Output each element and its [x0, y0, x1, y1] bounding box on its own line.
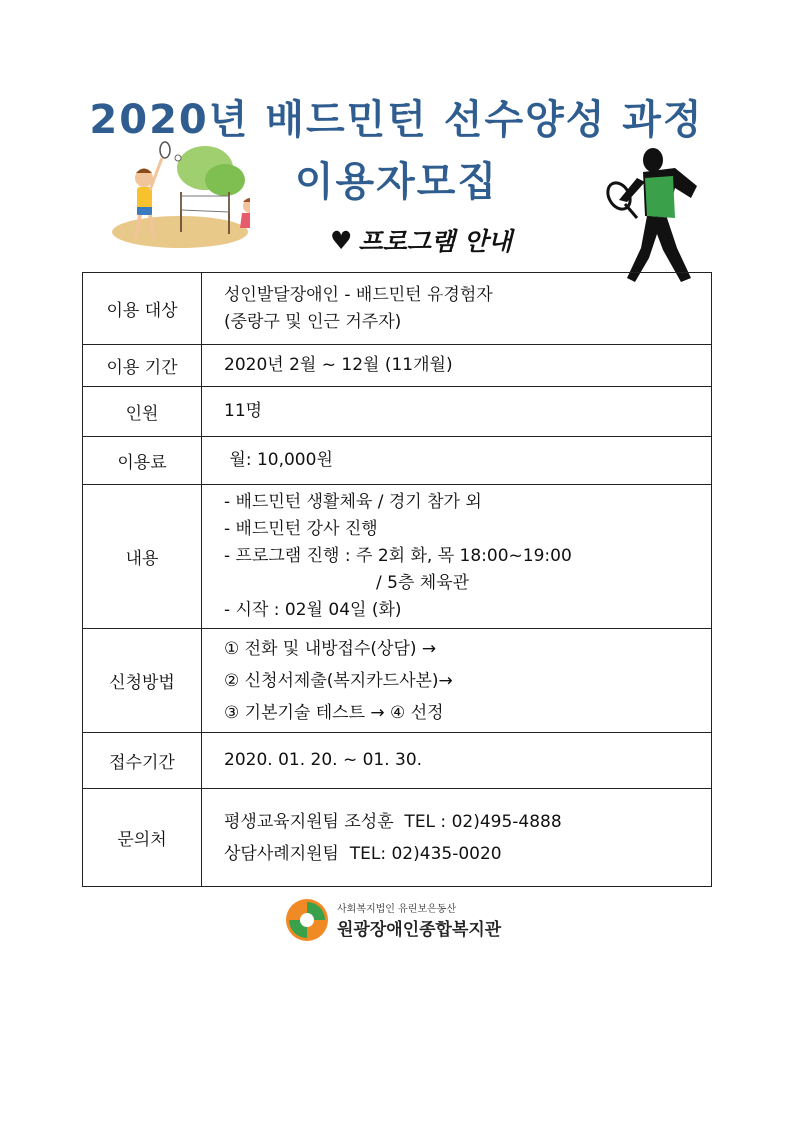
row-label: 접수기간 [83, 733, 202, 789]
org-parent-name: 사회복지법인 유린보은동산 [337, 904, 457, 915]
value-line: / 5층 체육관 [376, 573, 470, 593]
org-emblem-icon [285, 898, 329, 942]
program-guide-heading [330, 222, 512, 258]
row-value [202, 733, 712, 789]
row-label: 이용 기간 [83, 345, 202, 387]
value-line: ① 전화 및 내방접수(상담) → [224, 638, 437, 659]
value-line: 월: 10,000원 [224, 450, 333, 470]
value-line: - 시작 : 02월 04일 (화) [224, 600, 402, 620]
table-row [83, 629, 712, 733]
value-line: - 배드민턴 생활체육 / 경기 참가 외 [224, 492, 482, 512]
value-line: ③ 기본기술 테스트 → ④ 선정 [224, 702, 444, 723]
page-title: 2020년 배드민턴 선수양성 과정 [89, 97, 704, 143]
value-line: (중랑구 및 인근 거주자) [224, 311, 402, 332]
row-label: 신청방법 [83, 629, 202, 733]
row-value [202, 789, 712, 887]
kids-badminton-illustration [110, 120, 250, 250]
row-value [202, 629, 712, 733]
table-row [83, 437, 712, 485]
row-label: 이용료 [83, 437, 202, 485]
value-line: 성인발달장애인 - 배드민턴 유경험자 [224, 284, 493, 305]
row-label: 이용 대상 [83, 273, 202, 345]
organization-logo [285, 898, 501, 942]
value-line: 11명 [224, 401, 263, 421]
table-row [83, 733, 712, 789]
row-label: 인원 [83, 387, 202, 437]
heart-icon: ♥ [330, 225, 353, 255]
row-value [202, 485, 712, 629]
row-label: 문의처 [83, 789, 202, 887]
table-row [83, 789, 712, 887]
value-line: 2020년 2월 ~ 12월 (11개월) [224, 355, 453, 375]
value-line: 평생교육지원팀 조성훈 TEL : 02)495-4888 [224, 811, 562, 832]
table-row [83, 485, 712, 629]
table-row [83, 387, 712, 437]
program-info-table [82, 272, 712, 887]
page-title-line2: 이용자모집 [294, 159, 499, 205]
row-value [202, 387, 712, 437]
row-value [202, 437, 712, 485]
value-line: 2020. 01. 20. ~ 01. 30. [224, 750, 423, 770]
program-guide-label: 프로그램 안내 [358, 227, 513, 256]
badminton-player-illustration [605, 138, 715, 288]
value-line: - 배드민턴 강사 진행 [224, 519, 378, 539]
table-row [83, 273, 712, 345]
org-name: 원광장애인종합복지관 [337, 920, 502, 940]
value-line: ② 신청서제출(복지카드사본)→ [224, 670, 453, 691]
row-value [202, 345, 712, 387]
value-line: - 프로그램 진행 : 주 2회 화, 목 18:00~19:00 [224, 546, 572, 566]
row-label: 내용 [83, 485, 202, 629]
table-row [83, 345, 712, 387]
value-line: 상담사례지원팀 TEL: 02)435-0020 [224, 843, 502, 864]
row-value [202, 273, 712, 345]
